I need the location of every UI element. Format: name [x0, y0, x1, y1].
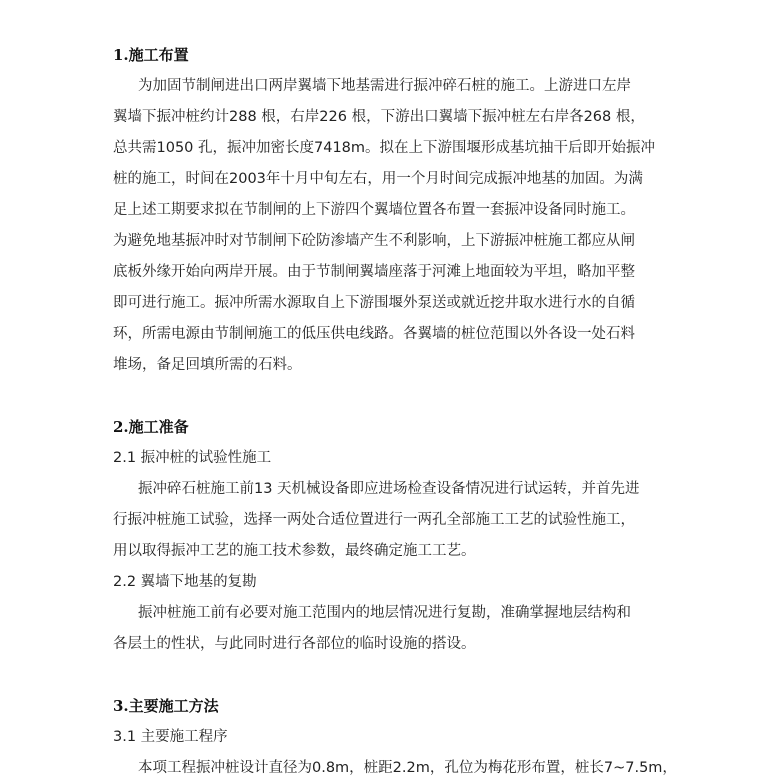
section-heading-main-methods: 3.主要施工方法: [113, 697, 219, 715]
paragraph-line: 振冲碎石桩施工前13 天机械设备即应进场检查设备情况进行试运转，并首先进: [138, 481, 640, 497]
section-heading-construction-layout: 1.施工布置: [113, 46, 189, 64]
paragraph-line: 翼墙下振冲桩约计288 根，右岸226 根，下游出口翼墙下振冲桩左右岸各268 根，: [113, 109, 645, 125]
paragraph-trial-construction: [113, 474, 693, 567]
paragraph-line: 环，所需电源由节制闸施工的低压供电线路。各翼墙的桩位范围以外各设一处石料: [113, 326, 635, 342]
paragraph-foundation-survey: [113, 598, 693, 660]
paragraph-line: 振冲桩施工前有必要对施工范围内的地层情况进行复勘，准确掌握地层结构和: [138, 605, 631, 621]
paragraph-line: 总共需1050 孔，振冲加密长度7418m。拟在上下游围堰形成基坑抽干后即开始振冲: [113, 140, 656, 156]
spacer: [113, 660, 693, 691]
paragraph-line: 行振冲桩施工试验，选择一两处合适位置进行一两孔全部施工工艺的试验性施工，: [113, 512, 635, 528]
paragraph-line: 各层土的性状，与此同时进行各部位的临时设施的搭设。: [113, 636, 476, 652]
document-page: [113, 40, 693, 784]
subsection-title-main-procedure: 3.1 主要施工程序: [113, 729, 228, 745]
paragraph-line: 堆场，备足回填所需的石料。: [113, 357, 302, 373]
paragraph-line: 用以取得振冲工艺的施工技术参数，最终确定施工工艺。: [113, 543, 476, 559]
paragraph-line: 桩的施工，时间在2003年十月中旬左右，用一个月时间完成振冲地基的加固。为满: [113, 171, 643, 187]
paragraph-construction-layout: [113, 71, 693, 381]
section-heading-construction-preparation: 2.施工准备: [113, 418, 189, 436]
paragraph-line: 本项工程振冲桩设计直径为0.8m，桩距2.2m，孔位为梅花形布置，桩长7~7.5m，: [138, 760, 677, 776]
subsection-title-trial-construction: 2.1 振冲桩的试验性施工: [113, 450, 272, 466]
paragraph-line: 底板外缘开始向两岸开展。由于节制闸翼墙座落于河滩上地面较为平坦，略加平整: [113, 264, 635, 280]
paragraph-line: 为加固节制闸进出口两岸翼墙下地基需进行振冲碎石桩的施工。上游进口左岸: [138, 78, 631, 94]
paragraph-line: 即可进行施工。振冲所需水源取自上下游围堰外泵送或就近挖井取水进行水的自循: [113, 295, 635, 311]
paragraph-main-procedure: [113, 753, 693, 784]
spacer: [113, 381, 693, 412]
paragraph-line: 为避免地基振冲时对节制闸下砼防渗墙产生不利影响，上下游振冲桩施工都应从闸: [113, 233, 635, 249]
subsection-title-foundation-survey: 2.2 翼墙下地基的复勘: [113, 574, 257, 590]
paragraph-line: 足上述工期要求拟在节制闸的上下游四个翼墙位置各布置一套振冲设备同时施工。: [113, 202, 635, 218]
